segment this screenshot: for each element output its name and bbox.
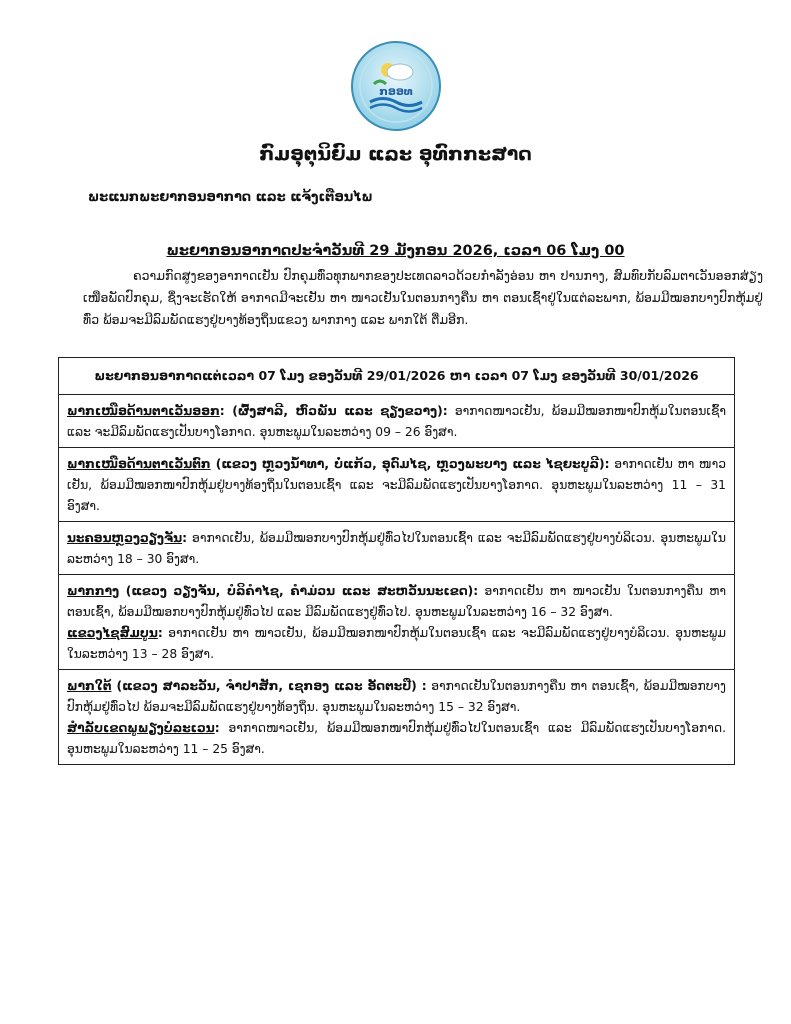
region-provinces: : (ຜົ້ງສາລີ, ຫົວພັນ ແລະ ຊຽງຂວາງ):: [219, 404, 448, 418]
forecast-title: ພະຍາກອນອາກາດປະຈຳວັນທີ 29 ມັງກອນ 2026, ເວລາ 06 ໂມງ 00: [166, 243, 625, 259]
subregion-colon: :: [214, 721, 220, 735]
region-forecast: ອາກາດເຢັນ, ພ້ອມມີໝອກບາງປົກຫຸ້ມຢູ່ທົ່ວໄປໃນຕອນເຊົ້າ ແລະ ຈະມີລົມພັດແຮງຢູ່ບາງບໍລິເວນ. ອຸນຫະພູມໃນລະຫວ່າງ 18 – 30 ອົງສາ.: [67, 531, 726, 566]
region-cell: [59, 448, 735, 522]
region-provinces: (ແຂວງ ຫຼວງນ້ຳທາ, ບໍ່ແກ້ວ, ອຸດົມໄຊ, ຫຼວງພະບາງ ແລະ ໄຊຍະບູລີ):: [210, 457, 610, 471]
logo-text: ກອອທ: [379, 85, 413, 98]
subregion-label: ສຳລັບເຂດພູພຽງບໍລະເວນ: [67, 721, 215, 735]
table-row: [59, 670, 735, 765]
table-row: [59, 522, 735, 575]
subregion-forecast: ອາກາດໜາວເຢັນ, ພ້ອມມີໝອກໜາປົກຫຸ້ມຢູ່ທົ່ວໄປໃນຕອນເຊົ້າ ແລະ ມີລົມພັດແຮງເປັນບາງໂອກາດ. ອຸນຫະພູມໃນລະຫວ່າງ 11 – 25 ອົງສາ.: [67, 721, 726, 756]
subregion-label: ແຂວງໄຊສົມບູນ: [67, 626, 158, 640]
intro-paragraph: ຄວາມກົດສູງຂອງອາກາດເຢັນ ປົກຄຸມທົ່ວທຸກພາກຂອງປະເທດລາວດ້ວຍກຳລັງອ່ອນ ຫາ ປານກາງ, ສົມທົບກັບລົມຕາເວັນອອກສ່ຽງເໜືອພັດປົກຄຸມ, ຊຶ່ງຈະເຮັດໃຫ້ ອາກາດມີຈະເຢັນ ຫາ ໜາວເຢັນໃນຕອນກາງຄືນ ຫາ ຕອນເຊົ້າຢູ່ໃນແຕ່ລະພາກ, ພ້ອມມີໝອກບາງປົກຫຸ້ມຢູ່ທົ່ວ ພ້ອມຈະມີລົມພັດແຮງຢູ່ບາງທ້ອງຖິ່ນແຂວງ ພາກກາງ ແລະ ພາກໃຕ້ ຕື່ມອີກ.: [83, 268, 763, 327]
table-row: [59, 575, 735, 670]
region-label: ພາກເໜືອດ້ານຕາເວັນຕົກ: [67, 457, 211, 471]
ministry-title: ກົມອຸຕຸນິຍົມ ແລະ ອຸທົກກະສາດ: [259, 143, 532, 165]
region-cell: [59, 670, 735, 765]
subregion-forecast: ອາກາດເຢັນ ຫາ ໜາວເຢັນ, ພ້ອມມີໝອກໜາປົກຫຸ້ມໃນຕອນເຊົ້າ ແລະ ຈະມີລົມພັດແຮງຢູ່ບາງບໍລິເວນ. ອຸນຫະພູມໃນລະຫວ່າງ 13 – 28 ອົງສາ.: [67, 626, 726, 661]
region-provinces: (ແຂວງ ວຽງຈັນ, ບໍລິຄຳໄຊ, ຄຳມ່ວນ ແລະ ສະຫວັນນະເຂດ):: [119, 584, 479, 598]
region-forecast: ອາກາດເຢັນ ຫາ ໜາວເຢັນ, ພ້ອມມີໝອກໜາປົກຫຸ້ມຢູ່ບາງທ້ອງຖິ່ນໃນຕອນເຊົ້າ ແລະ ຈະມີລົມພັດແຮງເປັນບາງໂອກາດ. ອຸນຫະພູມໃນລະຫວ່າງ 11 – 31 ອົງສາ.: [67, 457, 726, 513]
region-label: ພາກໃຕ້: [67, 679, 112, 693]
region-provinces: :: [182, 531, 188, 545]
region-label: ພາກເໜືອດ້ານຕາເວັນອອກ: [67, 404, 220, 418]
region-paragraph: [67, 676, 726, 718]
subregion-paragraph: [67, 718, 726, 760]
subregion-paragraph: [67, 623, 726, 665]
region-forecast: ອາກາດໜາວເຢັນ, ພ້ອມມີໝອກໜາປົກຫຸ້ມໃນຕອນເຊົ້າ ແລະ ຈະມີລົມພັດແຮງເປັນບາງໂອກາດ. ອຸນຫະພູມໃນລະຫວ່າງ 09 – 26 ອົງສາ.: [67, 404, 726, 439]
region-cell: [59, 522, 735, 575]
table-header-row: [59, 358, 735, 395]
table-header: ພະຍາກອນອາກາດແຕ່ເວລາ 07 ໂມງ ຂອງວັນທີ 29/01/2026 ຫາ ເວລາ 07 ໂມງ ຂອງວັນທີ 30/01/2026: [59, 358, 735, 395]
department-logo-icon: [350, 40, 442, 132]
region-forecast: ອາກາດເຢັນໃນຕອນກາງຄືນ ຫາ ຕອນເຊົ້າ, ພ້ອມມີໝອກບາງປົກຫຸ້ມຢູ່ທົ່ວໄປ ພ້ອມຈະມີລົມພັດແຮງຢູ່ບາງທ້ອງຖິ່ນ. ອຸນຫະພູມໃນລະຫວ່າງ 15 – 32 ອົງສາ.: [67, 679, 726, 714]
subregion-colon: :: [157, 626, 163, 640]
region-paragraph: [67, 581, 726, 623]
region-label: ນະຄອນຫຼວງວຽງຈັນ: [67, 531, 183, 545]
region-forecast: ອາກາດເຢັນ ຫາ ໜາວເຢັນ ໃນຕອນກາງຄືນ ຫາ ຕອນເຊົ້າ, ພ້ອມມີໝອກບາງປົກຫຸ້ມຢູ່ທົ່ວໄປ ແລະ ມີລົມພັດແຮງຢູ່ທົ່ວໄປ. ອຸນຫະພູມໃນລະຫວ່າງ 16 – 32 ອົງສາ.: [67, 584, 726, 619]
region-cell: [59, 395, 735, 448]
table-row: [59, 395, 735, 448]
department-name: ພະແນກພະຍາກອນອາກາດ ແລະ ແຈ້ງເຕືອນໄພ: [88, 190, 373, 205]
forecast-table: [58, 357, 735, 765]
region-label: ພາກກາງ: [67, 584, 120, 598]
table-row: [59, 448, 735, 522]
region-cell: [59, 575, 735, 670]
region-provinces: (ແຂວງ ສາລະວັນ, ຈຳປາສັກ, ເຊກອງ ແລະ ອັດຕະປື) :: [111, 679, 427, 693]
